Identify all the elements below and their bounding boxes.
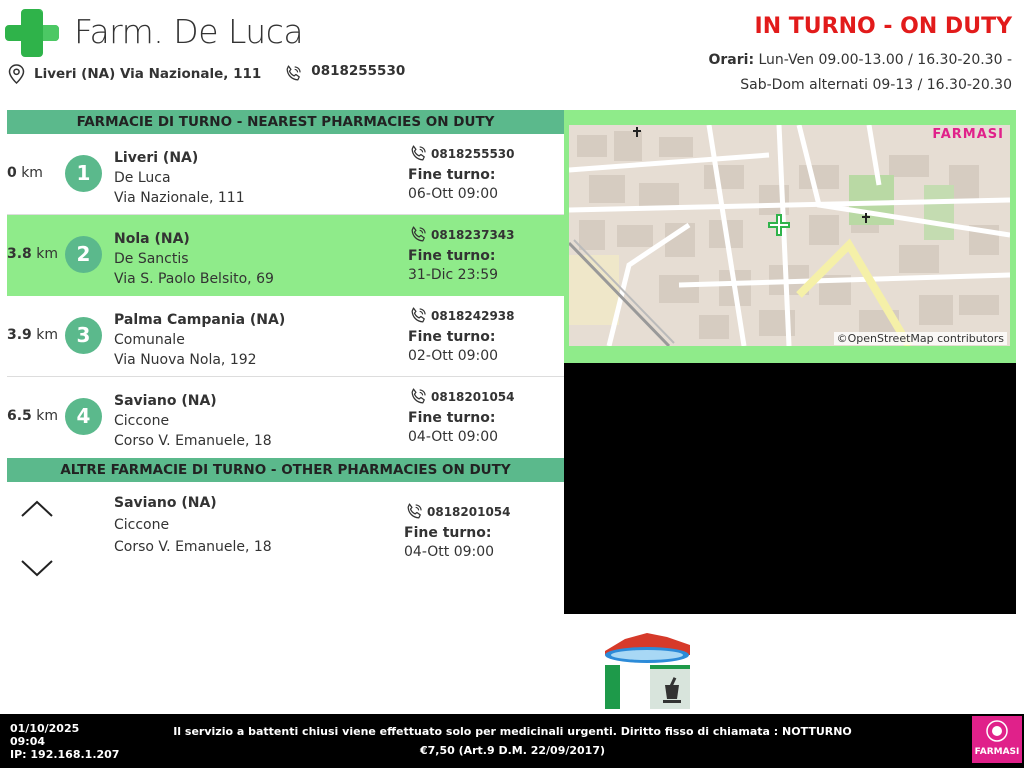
farmasi-emblem-icon <box>972 716 1022 763</box>
pharmacy-contact <box>408 225 515 285</box>
scroll-up-arrow-icon[interactable] <box>19 496 55 520</box>
pharmacy-name: Farm. De Luca <box>74 12 304 51</box>
pharmacy-street: Via Nuova Nola, 192 <box>114 352 257 368</box>
end-shift-label: Fine turno: <box>408 167 496 183</box>
end-shift-label: Fine turno: <box>408 410 496 426</box>
pharmacy-info <box>114 148 245 208</box>
pharmacy-contact <box>408 387 515 447</box>
pharmacy-phone: 0818201054 <box>427 505 511 519</box>
pharmacy-row[interactable] <box>7 296 564 377</box>
other-pharmacy-row[interactable] <box>7 482 564 592</box>
other-pharmacies-header: ALTRE FARMACIE DI TURNO - OTHER PHARMACIES ON DUTY <box>7 458 564 482</box>
pharmacy-contact <box>408 306 515 366</box>
map-streets <box>569 125 1010 346</box>
pharmacy-street: Via Nazionale, 111 <box>114 190 245 206</box>
nearest-pharmacies-header: FARMACIE DI TURNO - NEAREST PHARMACIES ON DUTY <box>7 110 564 134</box>
end-shift-label: Fine turno: <box>408 329 496 345</box>
scroll-down-arrow-icon[interactable] <box>19 556 55 580</box>
phone-icon <box>408 144 428 164</box>
pharmacy-row[interactable] <box>7 134 564 215</box>
pharmacy-cross-icon <box>5 5 59 59</box>
phone-icon <box>283 64 303 84</box>
hours-line-2: Sab-Dom alternati 09-13 / 16.30-20.30 <box>740 77 1012 93</box>
current-time: 09:04 <box>10 735 46 748</box>
street-map[interactable] <box>569 125 1010 346</box>
pharmacy-info <box>114 391 272 451</box>
datetime-info <box>10 722 119 761</box>
pharmacy-contact <box>404 502 511 562</box>
distance: 0 km <box>7 165 43 181</box>
on-duty-status: IN TURNO - ON DUTY <box>754 14 1012 39</box>
pharmacy-city: Saviano (NA) <box>114 393 217 409</box>
map-panel <box>564 110 1016 363</box>
rank-badge: 3 <box>65 317 102 354</box>
pharmacy-name: De Sanctis <box>114 251 189 267</box>
end-shift-time: 06-Ott 09:00 <box>408 186 499 202</box>
pharmacy-info <box>114 492 272 558</box>
end-shift-time: 31-Dic 23:59 <box>408 267 499 283</box>
farmasi-logo: FARMASI <box>932 127 1004 142</box>
hours-label: Orari: <box>708 52 755 68</box>
end-shift-label: Fine turno: <box>408 248 496 264</box>
footer <box>0 714 1024 768</box>
distance: 3.8 km <box>7 246 59 262</box>
farmasi-footer-logo <box>972 716 1022 763</box>
pharmacy-row[interactable] <box>7 215 564 296</box>
pharmacy-phone: 0818255530 <box>311 63 406 79</box>
phone-icon <box>408 306 428 326</box>
ip-address: IP: 192.168.1.207 <box>10 748 120 761</box>
phone-icon <box>408 387 428 407</box>
rank-badge: 1 <box>65 155 102 192</box>
location-pin-icon <box>8 64 25 84</box>
pharmacy-order-logo <box>605 625 690 709</box>
pharmacy-phone: 0818237343 <box>431 228 515 242</box>
phone-icon <box>408 225 428 245</box>
pharmacy-info <box>114 229 274 289</box>
distance: 6.5 km <box>7 408 59 424</box>
pharmacy-contact <box>408 144 515 204</box>
pharmacy-street: Corso V. Emanuele, 18 <box>114 433 272 449</box>
distance: 3.9 km <box>7 327 59 343</box>
service-notice: Il servizio a battenti chiusi viene effettuato solo per medicinali urgenti. Diritto fisso di chiamata : NOTTURNO €7,50 (Art.9 D.M. 22/09/2017) <box>173 725 852 757</box>
pharmacy-city: Saviano (NA) <box>114 495 217 511</box>
pharmacy-phone: 0818242938 <box>431 309 515 323</box>
pharmacy-name: De Luca <box>114 170 171 186</box>
pharmacy-phone: 0818255530 <box>431 147 515 161</box>
hours-line-1: Lun-Ven 09.00-13.00 / 16.30-20.30 - <box>758 52 1012 68</box>
end-shift-label: Fine turno: <box>404 525 492 541</box>
pharmacy-street: Via S. Paolo Belsito, 69 <box>114 271 274 287</box>
end-shift-time: 04-Ott 09:00 <box>404 544 495 560</box>
header <box>0 0 1024 110</box>
end-shift-time: 04-Ott 09:00 <box>408 429 499 445</box>
current-date: 01/10/2025 <box>10 722 80 735</box>
pharmacy-city: Liveri (NA) <box>114 150 199 166</box>
phone-icon <box>404 502 424 522</box>
pharmacy-street: Corso V. Emanuele, 18 <box>114 539 272 555</box>
pharmacy-row[interactable] <box>7 377 564 458</box>
pharmacy-info <box>114 310 285 370</box>
pharmacy-city: Palma Campania (NA) <box>114 312 286 328</box>
pharmacy-address: Liveri (NA) Via Nazionale, 111 <box>34 66 262 82</box>
pharmacy-name: Comunale <box>114 332 185 348</box>
pharmacy-phone: 0818201054 <box>431 390 515 404</box>
pharmacy-city: Nola (NA) <box>114 231 190 247</box>
farmasi-footer-text: FARMASI <box>974 747 1020 757</box>
pharmacy-name: Ciccone <box>114 413 170 429</box>
opening-hours <box>708 48 1012 98</box>
rank-badge: 2 <box>65 236 102 273</box>
address-row <box>8 64 405 84</box>
pharmacy-name: Ciccone <box>114 517 170 533</box>
rank-badge: 4 <box>65 398 102 435</box>
video-panel <box>564 363 1016 614</box>
end-shift-time: 02-Ott 09:00 <box>408 348 499 364</box>
map-attribution[interactable]: ©OpenStreetMap contributors <box>834 332 1007 345</box>
